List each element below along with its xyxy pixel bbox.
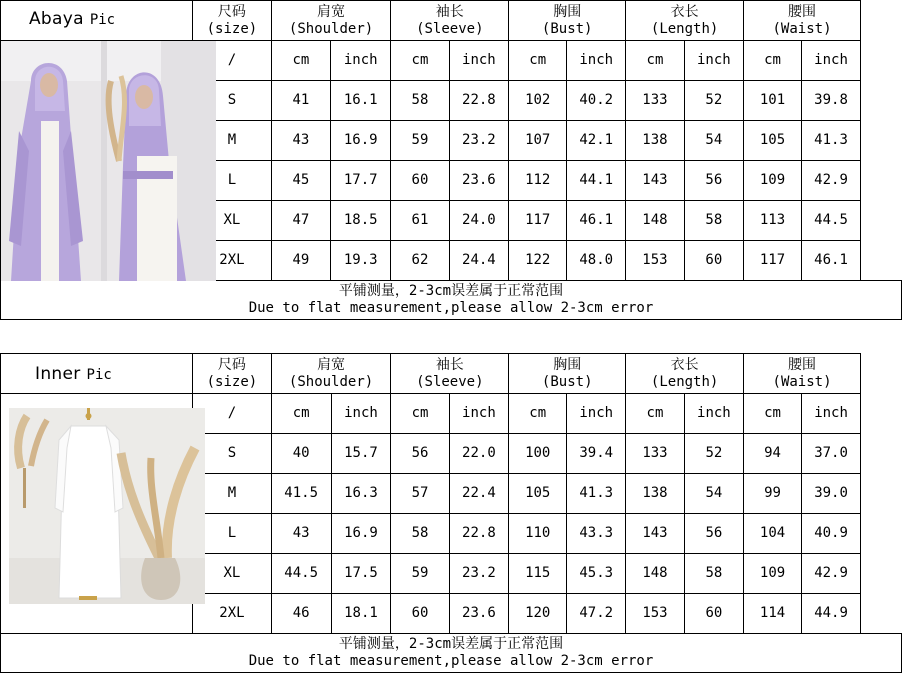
- bust-cm-cell: 115: [509, 554, 567, 594]
- unit-bust-cm: cm: [509, 41, 567, 81]
- length-cm-cell: 148: [626, 554, 685, 594]
- unit-bust-inch: inch: [567, 394, 626, 434]
- abaya-photo-svg: [1, 41, 216, 281]
- waist-inch-cell: 40.9: [802, 514, 861, 554]
- size-cell: S: [193, 81, 272, 121]
- waist-cm-cell: 99: [744, 474, 802, 514]
- size-cell: L: [193, 161, 272, 201]
- size-cell: M: [193, 121, 272, 161]
- sleeve-cm-cell: 57: [391, 474, 449, 514]
- sleeve-inch-cell: 23.6: [449, 594, 509, 634]
- size-cell: XL: [193, 554, 272, 594]
- header-size: 尺码 (size): [193, 1, 272, 41]
- sleeve-cm-cell: 56: [391, 434, 449, 474]
- bust-inch-cell: 43.3: [567, 514, 626, 554]
- size-cell: 2XL: [193, 594, 272, 634]
- header-bust: 胸围 (Bust): [509, 1, 626, 41]
- note-english: Due to flat measurement,please allow 2-3cm error: [248, 653, 654, 669]
- header-shoulder: 肩宽 (Shoulder): [271, 1, 391, 41]
- shoulder-cm-cell: 46: [271, 594, 331, 634]
- length-cm-cell: 143: [626, 514, 685, 554]
- measurement-note: [1, 281, 902, 320]
- unit-sleeve-cm: cm: [391, 41, 449, 81]
- sleeve-inch-cell: 24.4: [449, 241, 509, 281]
- unit-length-inch: inch: [684, 41, 743, 81]
- unit-sleeve-inch: inch: [449, 394, 509, 434]
- length-cm-cell: 153: [626, 241, 685, 281]
- inner-photo: [9, 408, 205, 604]
- sleeve-inch-cell: 22.8: [449, 81, 509, 121]
- bust-cm-cell: 105: [509, 474, 567, 514]
- bust-inch-cell: 39.4: [567, 434, 626, 474]
- bust-inch-cell: 46.1: [567, 201, 626, 241]
- inner-size-chart: [0, 353, 902, 675]
- waist-cm-cell: 105: [744, 121, 802, 161]
- sleeve-inch-cell: 23.2: [449, 554, 509, 594]
- waist-cm-cell: 109: [744, 161, 802, 201]
- shoulder-inch-cell: 15.7: [331, 434, 391, 474]
- length-inch-cell: 52: [684, 434, 743, 474]
- size-cell: XL: [193, 201, 272, 241]
- length-cm-cell: 153: [626, 594, 685, 634]
- waist-inch-cell: 46.1: [802, 241, 861, 281]
- unit-shoulder-cm: cm: [271, 394, 331, 434]
- bust-cm-cell: 112: [509, 161, 567, 201]
- shoulder-cm-cell: 41: [271, 81, 330, 121]
- bust-cm-cell: 122: [509, 241, 567, 281]
- unit-waist-inch: inch: [802, 394, 861, 434]
- shoulder-cm-cell: 41.5: [271, 474, 331, 514]
- shoulder-cm-cell: 47: [271, 201, 330, 241]
- waist-inch-cell: 42.9: [802, 161, 861, 201]
- product-title-cell: [1, 354, 193, 394]
- note-chinese: 平铺测量，2-3cm误差属于正常范围: [338, 283, 564, 299]
- waist-inch-cell: 39.8: [802, 81, 861, 121]
- length-cm-cell: 133: [626, 81, 685, 121]
- unit-slash: /: [193, 41, 272, 81]
- shoulder-cm-cell: 49: [271, 241, 330, 281]
- waist-cm-cell: 109: [744, 554, 802, 594]
- waist-cm-cell: 101: [744, 81, 802, 121]
- waist-inch-cell: 37.0: [802, 434, 861, 474]
- length-cm-cell: 133: [626, 434, 685, 474]
- unit-shoulder-inch: inch: [331, 41, 391, 81]
- shoulder-inch-cell: 18.5: [331, 201, 391, 241]
- sleeve-cm-cell: 61: [391, 201, 449, 241]
- shoulder-cm-cell: 43: [271, 514, 331, 554]
- product-name: Inner: [35, 364, 81, 384]
- bust-cm-cell: 120: [509, 594, 567, 634]
- shoulder-inch-cell: 16.9: [331, 121, 391, 161]
- header-bust: 胸围 (Bust): [509, 354, 626, 394]
- waist-cm-cell: 94: [744, 434, 802, 474]
- waist-cm-cell: 113: [744, 201, 802, 241]
- shoulder-inch-cell: 19.3: [331, 241, 391, 281]
- length-inch-cell: 52: [684, 81, 743, 121]
- bust-inch-cell: 47.2: [567, 594, 626, 634]
- bust-cm-cell: 110: [509, 514, 567, 554]
- sleeve-cm-cell: 60: [391, 594, 449, 634]
- bust-cm-cell: 100: [509, 434, 567, 474]
- shoulder-inch-cell: 18.1: [331, 594, 391, 634]
- unit-slash: /: [193, 394, 272, 434]
- length-inch-cell: 58: [684, 201, 743, 241]
- header-length: 衣长 (Length): [626, 354, 744, 394]
- waist-inch-cell: 42.9: [802, 554, 861, 594]
- shoulder-inch-cell: 16.3: [331, 474, 391, 514]
- shoulder-cm-cell: 45: [271, 161, 330, 201]
- bust-inch-cell: 48.0: [567, 241, 626, 281]
- sleeve-cm-cell: 60: [391, 161, 449, 201]
- length-inch-cell: 60: [684, 241, 743, 281]
- unit-sleeve-cm: cm: [391, 394, 449, 434]
- sleeve-inch-cell: 23.6: [449, 161, 509, 201]
- product-name: Abaya: [29, 9, 84, 29]
- size-cell: 2XL: [193, 241, 272, 281]
- length-inch-cell: 54: [684, 121, 743, 161]
- shoulder-cm-cell: 40: [271, 434, 331, 474]
- sleeve-inch-cell: 24.0: [449, 201, 509, 241]
- sleeve-cm-cell: 58: [391, 514, 449, 554]
- shoulder-cm-cell: 44.5: [271, 554, 331, 594]
- length-inch-cell: 56: [684, 161, 743, 201]
- sleeve-inch-cell: 23.2: [449, 121, 509, 161]
- size-cell: M: [193, 474, 272, 514]
- note-chinese: 平铺测量，2-3cm误差属于正常范围: [338, 636, 564, 652]
- length-inch-cell: 60: [684, 594, 743, 634]
- sleeve-inch-cell: 22.8: [449, 514, 509, 554]
- bust-cm-cell: 102: [509, 81, 567, 121]
- shoulder-inch-cell: 17.7: [331, 161, 391, 201]
- unit-length-cm: cm: [626, 41, 685, 81]
- waist-inch-cell: 44.9: [802, 594, 861, 634]
- header-length: 衣长 (Length): [626, 1, 744, 41]
- shoulder-inch-cell: 17.5: [331, 554, 391, 594]
- unit-shoulder-inch: inch: [331, 394, 391, 434]
- sleeve-cm-cell: 62: [391, 241, 449, 281]
- unit-length-inch: inch: [684, 394, 743, 434]
- header-sleeve: 袖长 (Sleeve): [391, 354, 509, 394]
- abaya-size-chart: [0, 0, 902, 321]
- waist-inch-cell: 41.3: [802, 121, 861, 161]
- bust-inch-cell: 44.1: [567, 161, 626, 201]
- sleeve-cm-cell: 58: [391, 81, 449, 121]
- unit-bust-inch: inch: [567, 41, 626, 81]
- pic-label: Pic: [86, 367, 112, 383]
- waist-cm-cell: 114: [744, 594, 802, 634]
- pic-label: Pic: [89, 12, 116, 28]
- size-cell: L: [193, 514, 272, 554]
- inner-photo-svg: [9, 408, 205, 604]
- unit-bust-cm: cm: [509, 394, 567, 434]
- waist-inch-cell: 39.0: [802, 474, 861, 514]
- bust-cm-cell: 107: [509, 121, 567, 161]
- header-shoulder: 肩宽 (Shoulder): [271, 354, 391, 394]
- length-inch-cell: 58: [684, 554, 743, 594]
- bust-cm-cell: 117: [509, 201, 567, 241]
- length-cm-cell: 143: [626, 161, 685, 201]
- bust-inch-cell: 42.1: [567, 121, 626, 161]
- length-cm-cell: 138: [626, 121, 685, 161]
- measurement-note: [1, 634, 902, 673]
- unit-sleeve-inch: inch: [449, 41, 509, 81]
- size-cell: S: [193, 434, 272, 474]
- unit-shoulder-cm: cm: [271, 41, 330, 81]
- length-inch-cell: 54: [684, 474, 743, 514]
- shoulder-cm-cell: 43: [271, 121, 330, 161]
- sleeve-inch-cell: 22.0: [449, 434, 509, 474]
- header-size: 尺码 (size): [193, 354, 272, 394]
- header-sleeve: 袖长 (Sleeve): [391, 1, 509, 41]
- bust-inch-cell: 40.2: [567, 81, 626, 121]
- length-cm-cell: 148: [626, 201, 685, 241]
- product-title-cell: [1, 1, 193, 41]
- shoulder-inch-cell: 16.1: [331, 81, 391, 121]
- note-english: Due to flat measurement,please allow 2-3cm error: [248, 300, 654, 316]
- unit-length-cm: cm: [626, 394, 685, 434]
- sleeve-inch-cell: 22.4: [449, 474, 509, 514]
- sleeve-cm-cell: 59: [391, 554, 449, 594]
- unit-waist-cm: cm: [744, 394, 802, 434]
- header-waist: 腰围 (Waist): [744, 354, 861, 394]
- bust-inch-cell: 45.3: [567, 554, 626, 594]
- shoulder-inch-cell: 16.9: [331, 514, 391, 554]
- sleeve-cm-cell: 59: [391, 121, 449, 161]
- unit-waist-cm: cm: [744, 41, 802, 81]
- waist-cm-cell: 117: [744, 241, 802, 281]
- waist-inch-cell: 44.5: [802, 201, 861, 241]
- waist-cm-cell: 104: [744, 514, 802, 554]
- unit-waist-inch: inch: [802, 41, 861, 81]
- length-cm-cell: 138: [626, 474, 685, 514]
- abaya-photo: [1, 41, 216, 281]
- length-inch-cell: 56: [684, 514, 743, 554]
- header-waist: 腰围 (Waist): [744, 1, 861, 41]
- bust-inch-cell: 41.3: [567, 474, 626, 514]
